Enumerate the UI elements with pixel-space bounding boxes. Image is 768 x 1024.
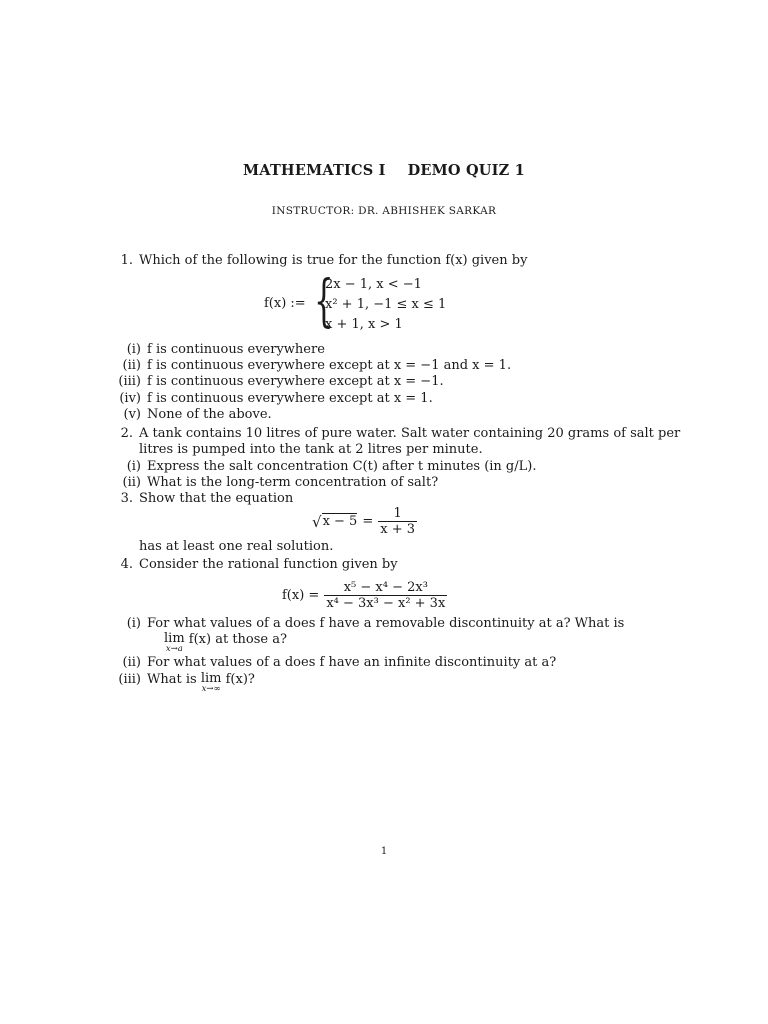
q1-option: (iv) f is continuous everywhere except at x = 1.: [119, 391, 433, 406]
q4-part-continued: lim x→a f(x) at those a?: [164, 631, 287, 654]
q3-equation: √ x − 5 = $\frac{1}{x + 3}$: [312, 506, 415, 537]
question-text: litres is pumped into the tank at 2 litres per minute.: [139, 442, 483, 457]
quiz-title: DEMO QUIZ 1: [407, 162, 525, 179]
question-2: [111, 426, 680, 442]
fraction: $\frac{\text{x⁵ − x⁴ − 2x³}}{\text{x⁴ − 3x³ − x² + 3x}}$: [326, 580, 446, 611]
q4-part: (iii) What is lim x→∞ f(x)?: [118, 671, 255, 694]
q1-option: (iii) f is continuous everywhere except at x = −1.: [118, 374, 444, 389]
question-number: 4.: [120, 557, 133, 572]
q4-part: (i) For what values of a does f have a removable discontinuity at a? What is: [126, 616, 625, 631]
q1-option: (ii) f is continuous everywhere except at x = −1 and x = 1.: [122, 358, 512, 373]
q1-case: x² + 1, −1 ≤ x ≤ 1: [325, 297, 447, 312]
function-lhs: f(x) =: [282, 587, 320, 603]
q1-case: 2x − 1, x < −1: [325, 277, 422, 292]
instructor-line: INSTRUCTOR: DR. ABHISHEK SARKAR: [271, 205, 497, 217]
question-4: [111, 557, 398, 573]
q1-brace: {: [314, 269, 334, 334]
question-text: has at least one real solution.: [139, 539, 334, 554]
q1-lhs: f(x) :=: [264, 296, 306, 311]
radicand: x − 5: [322, 514, 358, 529]
page-title: [0, 162, 768, 179]
limit-operator: lim x→∞: [200, 671, 222, 694]
question-number: 3.: [120, 491, 133, 506]
question-number: 1.: [120, 253, 133, 268]
question-text: A tank contains 10 litres of pure water. Salt water containing 20 grams of salt per: [139, 426, 681, 441]
page-number: 1: [380, 846, 388, 857]
course-title: MATHEMATICS I: [243, 162, 386, 179]
q1-case: x + 1, x > 1: [325, 317, 403, 332]
q2-part: (ii) What is the long-term concentration of salt?: [122, 475, 439, 490]
question-text: Consider the rational function given by: [139, 557, 398, 572]
q4-part: (ii) For what values of a does f have an infinite discontinuity at a?: [122, 655, 557, 670]
q1-option: (v) None of the above.: [123, 407, 272, 422]
q2-part: (i) Express the salt concentration C(t) after t minutes (in g/L).: [126, 459, 537, 474]
q4-function: [282, 580, 447, 611]
question-3: [111, 491, 293, 507]
question-number: 2.: [120, 426, 133, 441]
limit-operator: lim x→a: [164, 631, 185, 654]
q1-option: (i) f is continuous everywhere: [126, 342, 325, 357]
question-text: Which of the following is true for the function f(x) given by: [139, 253, 528, 268]
fraction: $\frac{1}{x + 3}$: [380, 506, 415, 537]
question-1: [111, 253, 527, 269]
question-text: Show that the equation: [139, 491, 294, 506]
